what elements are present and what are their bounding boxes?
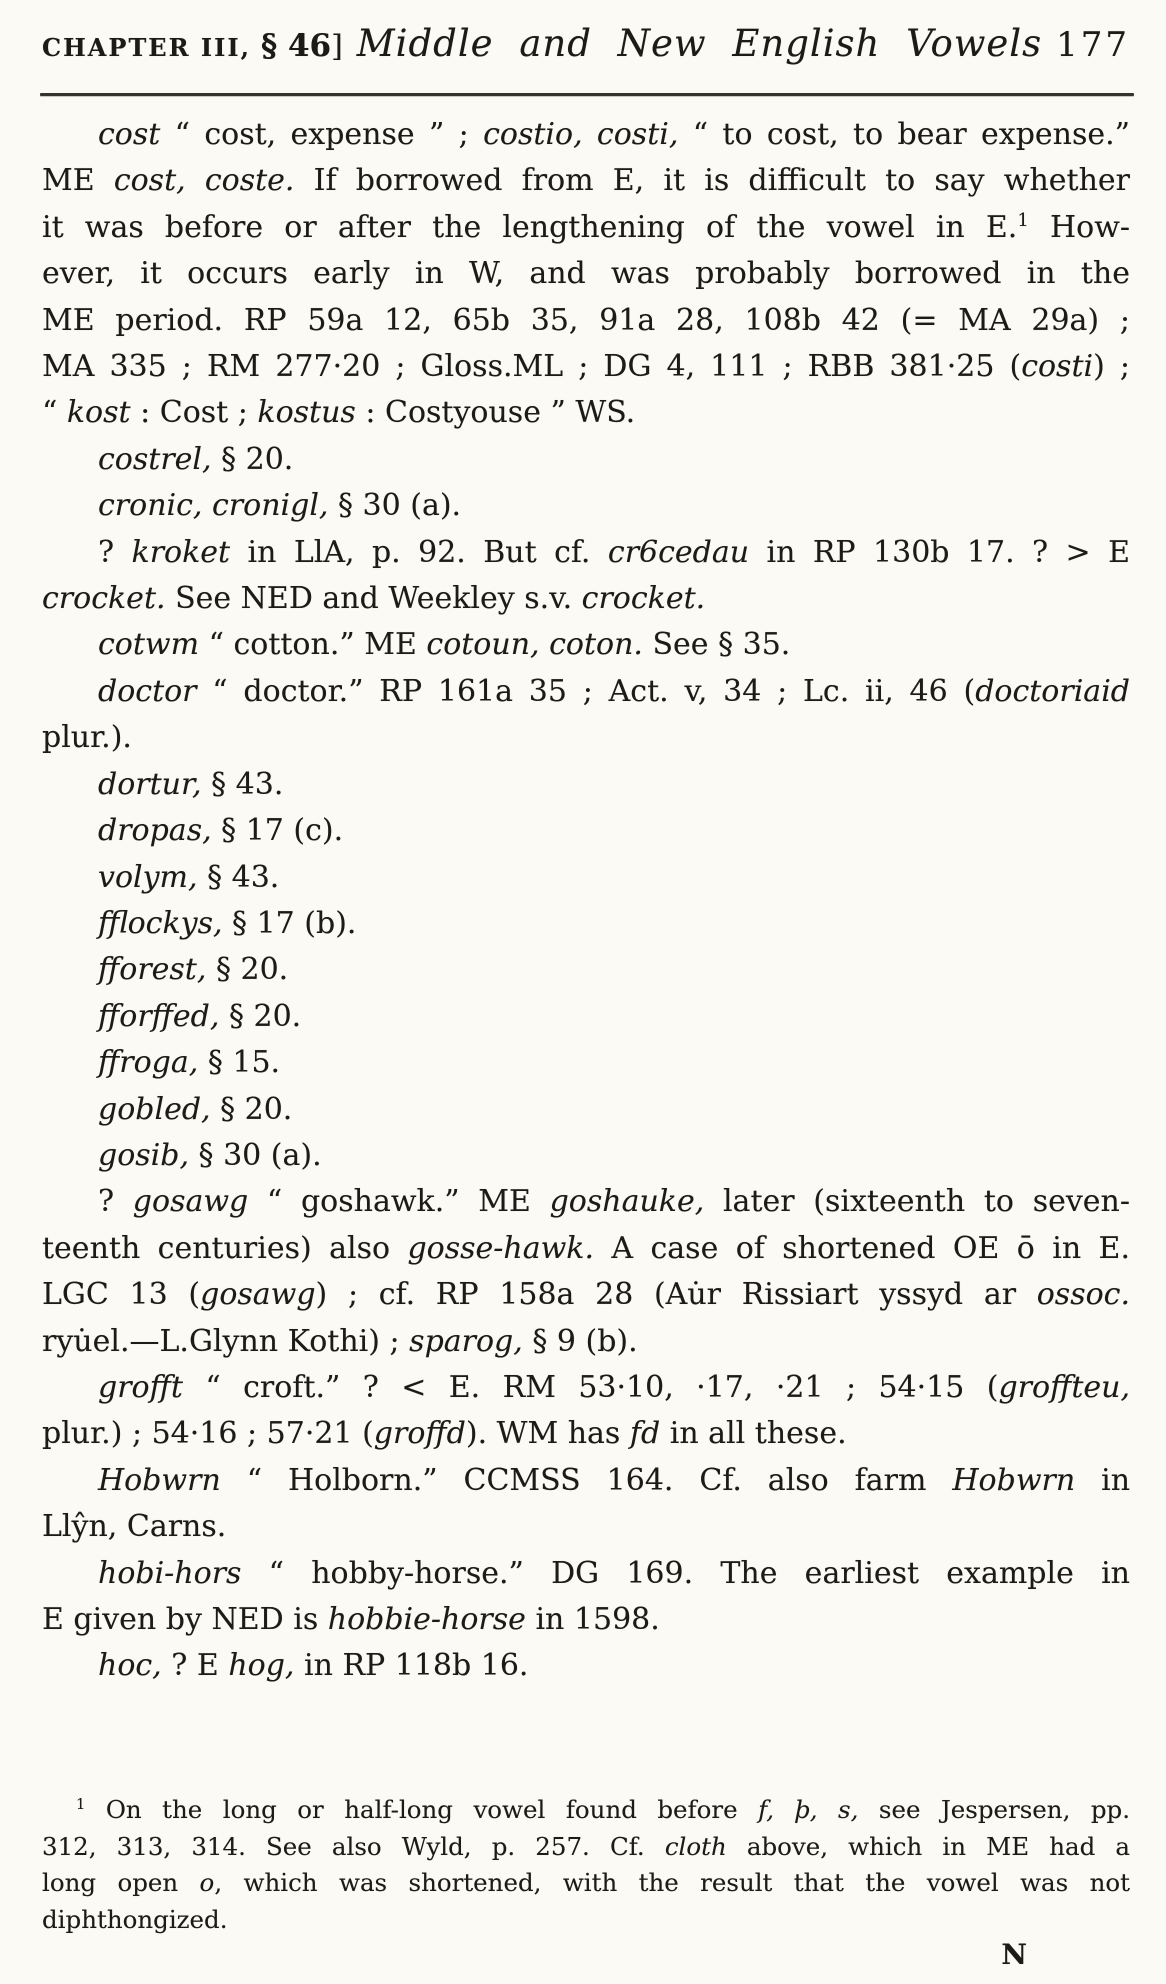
text-line [42, 1179, 1130, 1225]
text-line [42, 808, 1130, 854]
text-segment: above, which in ME had a [726, 1831, 1130, 1861]
text-line [42, 1829, 1130, 1866]
italic-segment: fd [629, 1416, 661, 1452]
divider-rule [40, 93, 1134, 96]
text-segment: “ [42, 395, 67, 431]
italic-segment: costi [1021, 349, 1094, 385]
page-header [42, 22, 1130, 65]
italic-segment: groffd [373, 1416, 466, 1452]
text-segment: § 17 (c). [211, 813, 344, 849]
text-segment: § 17 (b). [222, 905, 357, 941]
page-title: Middle and New English Vowels [356, 22, 1043, 65]
text-segment: E given by NED is [42, 1602, 328, 1637]
text-line [42, 762, 1130, 808]
text-segment: ever, it occurs early in W, and was probably borrowed in the [42, 256, 1130, 292]
text-line [42, 344, 1130, 390]
section-label: § 46 [260, 28, 332, 64]
text-segment: § 30 (a). [328, 488, 462, 524]
body-text [42, 112, 1130, 1690]
text-segment: LGC 13 ( [42, 1277, 201, 1313]
text-segment: in LlA, p. 92. But cf. [230, 534, 608, 570]
text-segment: A case of shortened OE ō in E. [594, 1230, 1130, 1266]
text-line [42, 298, 1130, 344]
text-line [42, 1865, 1130, 1902]
text-segment: ) ; cf. RP 158a 28 (Au̇r Rissiart yssyd ar [315, 1277, 1037, 1313]
footnote-ref: 1 [76, 1795, 86, 1813]
text-segment: How- [1028, 209, 1131, 245]
italic-segment: goshauke, [549, 1184, 705, 1220]
signature-letter: N [1001, 1938, 1028, 1971]
italic-segment: gosawg [200, 1277, 316, 1313]
text-segment: MA 335 ; RM 277·20 ; Gloss.ML ; DG 4, 111 ; RBB 381·25 ( [42, 349, 1022, 385]
italic-segment: cronic, cronigl, [98, 488, 329, 524]
text-line [42, 1458, 1130, 1504]
text-segment: in RP 118b 16. [294, 1648, 529, 1684]
italic-segment: costrel, [98, 441, 212, 477]
italic-segment: gosse-hawk. [407, 1230, 595, 1266]
italic-segment: sparog, [409, 1323, 523, 1359]
italic-segment: gosawg [132, 1184, 249, 1220]
text-line [42, 1792, 1130, 1829]
text-segment: ). WM has [465, 1416, 630, 1452]
italic-segment: hobi-hors [98, 1555, 242, 1591]
text-line [42, 530, 1130, 576]
text-segment: later (sixteenth to seven- [704, 1184, 1131, 1220]
page-number: 177 [1056, 25, 1130, 65]
text-segment: it was before or after the lengthening of the vowel in E. [42, 209, 1018, 245]
text-segment: “ cotton.” ME [199, 627, 427, 663]
text-segment: , which was shortened, with the result that the vowel was not [214, 1868, 1130, 1898]
text-segment: § 20. [211, 441, 294, 477]
text-line [42, 437, 1130, 483]
italic-segment: cotoun, coton. [426, 627, 643, 663]
italic-segment: kroket [131, 534, 231, 570]
text-segment: § 43. [197, 859, 280, 895]
text-segment: : Costyouse ” WS. [355, 395, 636, 431]
text-segment: “ Holborn.” CCMSS 164. Cf. also farm [220, 1462, 953, 1498]
text-segment: 312, 313, 314. See also Wyld, p. 257. Cf. [42, 1831, 665, 1861]
text-segment: See § 35. [642, 627, 791, 663]
text-line [42, 855, 1130, 901]
text-line [42, 1597, 1130, 1643]
text-segment: ryu̇el.—L.Glynn Kothi) ; [42, 1323, 410, 1359]
text-segment: Llŷn, Carns. [42, 1509, 227, 1545]
text-segment: ME period. RP 59a 12, 65b 35, 91a 28, 108b 42 (= MA 29a) ; [42, 302, 1130, 338]
text-segment: in RP 130b 17. ? > E [749, 534, 1130, 570]
italic-segment: o [199, 1868, 215, 1898]
text-segment: § 43. [201, 766, 284, 802]
italic-segment: grofft [98, 1369, 183, 1405]
italic-segment: ffroga, [98, 1045, 199, 1081]
text-segment: § 15. [198, 1045, 281, 1081]
text-segment: plur.). [42, 720, 132, 756]
text-line [42, 1319, 1130, 1365]
text-line [42, 251, 1130, 297]
footnote-ref: 1 [1017, 209, 1029, 231]
italic-segment: kostus [257, 395, 356, 431]
italic-segment: cloth [664, 1831, 727, 1861]
text-segment: § 20. [206, 952, 289, 988]
text-segment: in all these. [660, 1416, 847, 1452]
italic-segment: cotwm [98, 627, 200, 663]
text-segment: ? E [161, 1648, 229, 1684]
italic-segment: crocket. [42, 581, 166, 617]
italic-segment: dropas, [98, 813, 212, 849]
text-line [42, 1411, 1130, 1457]
italic-segment: Hobwrn [98, 1462, 221, 1498]
text-segment: § 9 (b). [522, 1323, 638, 1359]
text-segment: in 1598. [525, 1602, 660, 1637]
text-line [42, 112, 1130, 158]
text-segment: ? [98, 1184, 133, 1220]
italic-segment: f, þ, s, [758, 1795, 859, 1824]
text-line [42, 1040, 1130, 1086]
italic-segment: doctoriaid [975, 673, 1130, 709]
text-segment: § 20. [210, 1091, 293, 1127]
text-line [42, 158, 1130, 204]
text-line [42, 1643, 1130, 1689]
text-line [42, 1133, 1130, 1179]
text-segment: see Jespersen, pp. [858, 1795, 1131, 1824]
italic-segment: cr6cedau [607, 534, 750, 570]
text-segment: “ goshawk.” ME [248, 1184, 550, 1220]
italic-segment: fforffed, [98, 998, 220, 1034]
text-line [42, 576, 1130, 622]
text-line [42, 390, 1130, 436]
text-segment: in [1075, 1462, 1131, 1498]
italic-segment: dortur, [98, 766, 202, 802]
text-segment: “ hobby-horse.” DG 169. The earliest example in [241, 1555, 1130, 1591]
text-line [42, 1226, 1130, 1272]
text-line [42, 205, 1130, 251]
italic-segment: volym, [98, 859, 198, 895]
text-line [42, 1902, 1130, 1939]
italic-segment: costio, costi, [483, 117, 679, 152]
text-segment: diphthongized. [42, 1904, 228, 1934]
chapter-label: CHAPTER III, [42, 33, 251, 62]
italic-segment: fforest, [98, 952, 207, 988]
text-segment: If borrowed from E, it is difficult to say whether [294, 163, 1131, 199]
section-bracket: ] [331, 29, 343, 64]
text-segment: “ cost, expense ” ; [160, 117, 484, 152]
text-line [42, 994, 1130, 1040]
text-line [42, 947, 1130, 993]
italic-segment: cost [98, 117, 161, 152]
text-segment: § 20. [219, 998, 302, 1034]
text-segment: “ doctor.” RP 161a 35 ; Act. v, 34 ; Lc. ii, 46 ( [196, 673, 976, 709]
footnote [42, 1792, 1130, 1938]
italic-segment: hoc, [98, 1648, 162, 1684]
italic-segment: cost, coste. [113, 163, 295, 199]
italic-segment: fflockys, [98, 905, 223, 941]
text-line [42, 483, 1130, 529]
italic-segment: hog, [228, 1648, 295, 1684]
text-line [42, 715, 1130, 761]
text-line [42, 1272, 1130, 1318]
text-segment: teenth centuries) also [42, 1230, 408, 1266]
text-line [42, 901, 1130, 947]
text-segment: See NED and Weekley s.v. [165, 581, 582, 617]
text-segment: “ to cost, to bear expense.” [678, 117, 1130, 152]
text-segment: : Cost ; [130, 395, 258, 431]
text-line [42, 1365, 1130, 1411]
text-segment: On the long or half-long vowel found before [85, 1795, 759, 1824]
italic-segment: kost [66, 395, 131, 431]
italic-segment: groffteu, [998, 1369, 1130, 1405]
italic-segment: ossoc. [1036, 1277, 1131, 1313]
italic-segment: crocket. [581, 581, 706, 617]
text-segment: long open [42, 1868, 200, 1898]
text-line [42, 1551, 1130, 1597]
text-segment: ? [98, 534, 132, 570]
text-line [42, 1504, 1130, 1550]
italic-segment: doctor [98, 673, 197, 709]
text-segment: “ croft.” ? < E. RM 53·10, ·17, ·21 ; 54·15 ( [182, 1369, 999, 1405]
italic-segment: Hobwrn [952, 1462, 1076, 1498]
italic-segment: hobbie-horse [327, 1602, 526, 1637]
italic-segment: gosib, [98, 1137, 189, 1173]
text-line [42, 622, 1130, 668]
text-segment: § 30 (a). [189, 1137, 322, 1173]
text-line [42, 1087, 1130, 1133]
text-line [42, 669, 1130, 715]
text-segment: ) ; [1093, 349, 1130, 385]
text-segment: ME [42, 163, 114, 199]
italic-segment: gobled, [98, 1091, 211, 1127]
text-segment: plur.) ; 54·16 ; 57·21 ( [42, 1416, 374, 1452]
